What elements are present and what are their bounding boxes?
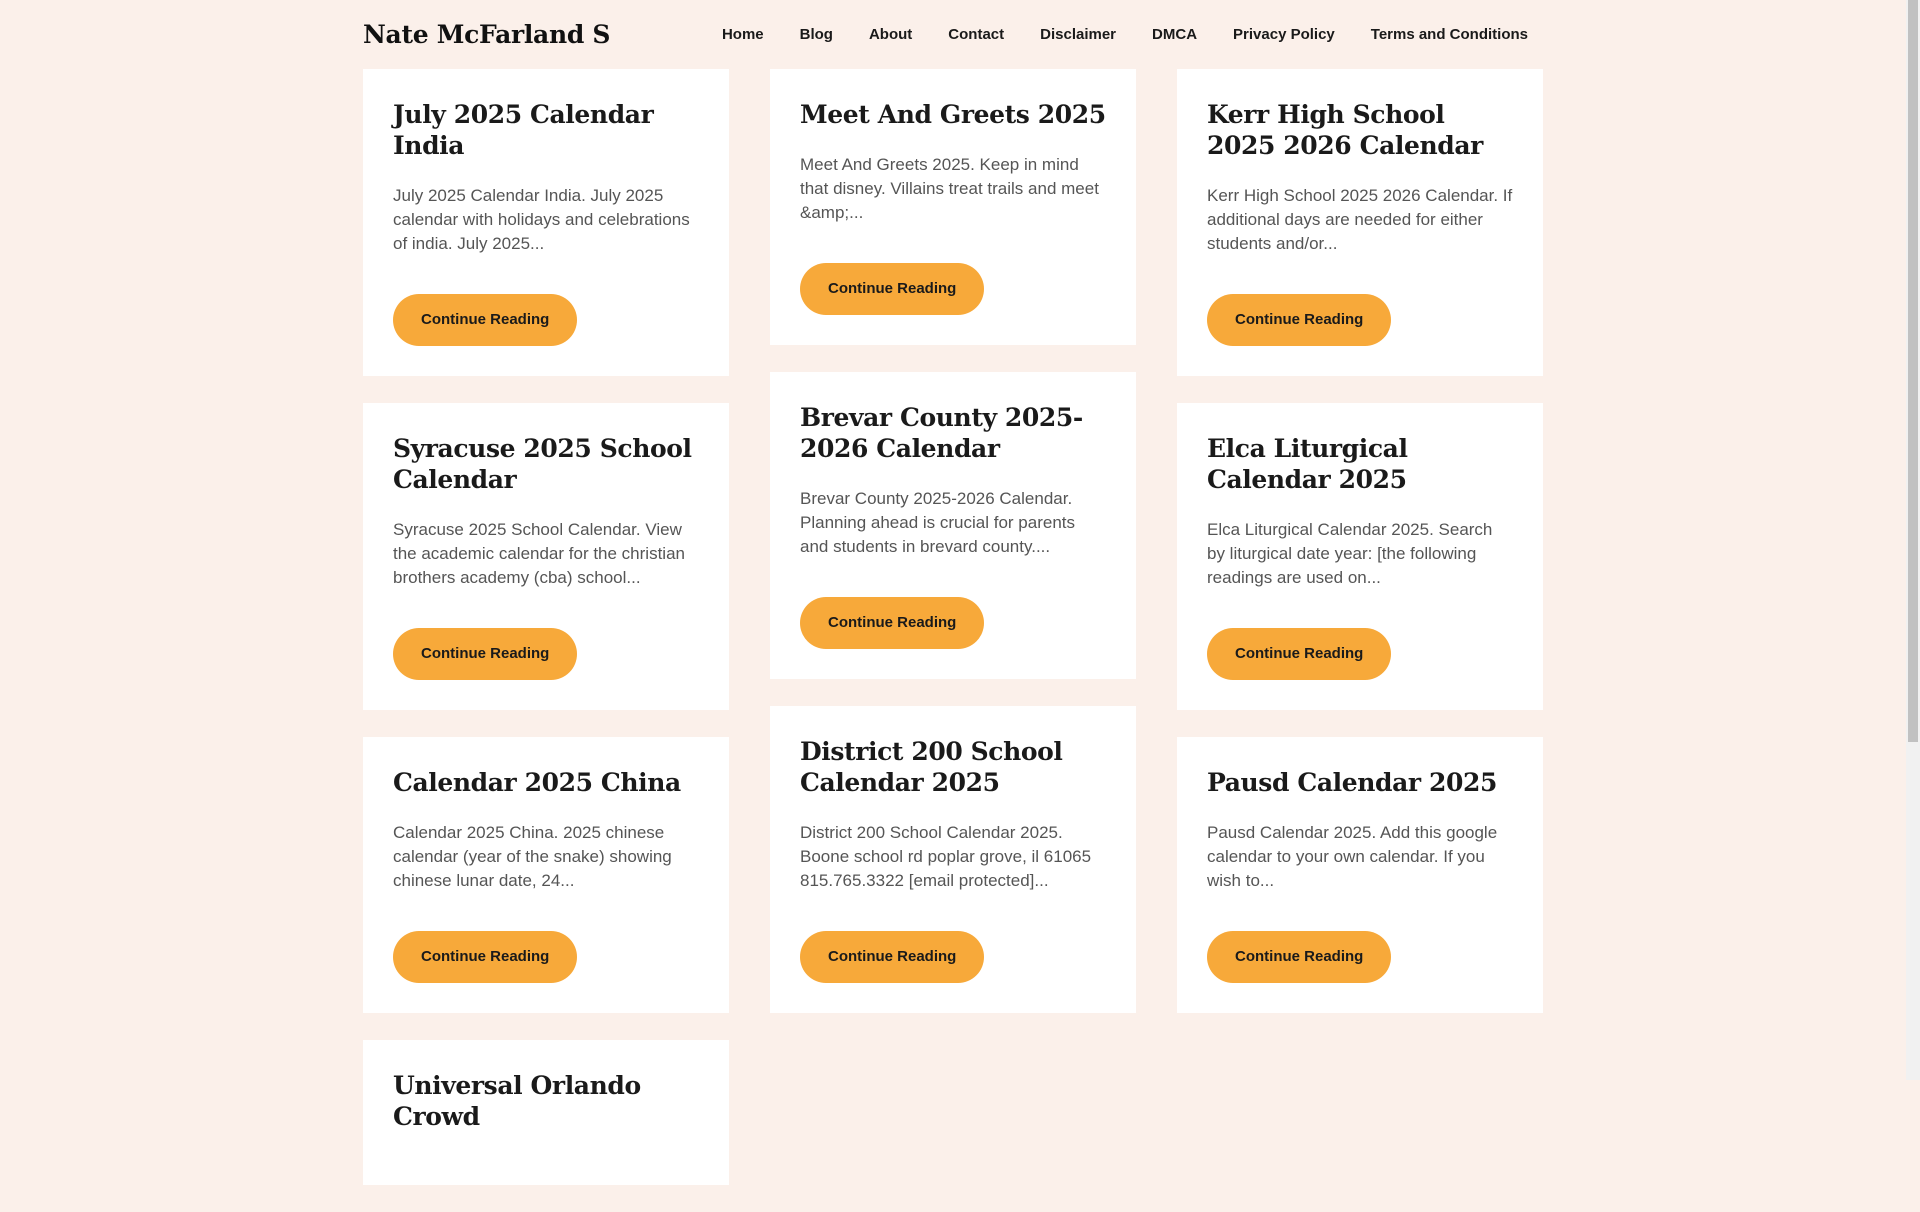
post-title[interactable]: July 2025 Calendar India — [393, 100, 654, 160]
continue-reading-button[interactable]: Continue Reading — [800, 931, 984, 983]
nav-item-dmca[interactable]: DMCA — [1152, 25, 1198, 43]
post-card — [1177, 403, 1543, 710]
nav-item-blog[interactable]: Blog — [799, 25, 833, 43]
post-excerpt: Elca Liturgical Calendar 2025. Search by liturgical date year: [the following readings are used on... — [1207, 520, 1493, 587]
page-scrollbar[interactable] — [1906, 0, 1920, 1080]
nav-item-terms[interactable]: Terms and Conditions — [1370, 25, 1528, 43]
post-title[interactable]: Meet And Greets 2025 — [800, 100, 1106, 129]
post-title[interactable]: Elca Liturgical Calendar 2025 — [1207, 434, 1408, 494]
continue-reading-button[interactable]: Continue Reading — [800, 597, 984, 649]
post-card — [1177, 737, 1543, 1013]
continue-reading-button[interactable]: Continue Reading — [1207, 294, 1391, 346]
post-column-2 — [770, 69, 1136, 1040]
nav-item-disclaimer[interactable]: Disclaimer — [1040, 25, 1117, 43]
continue-reading-button[interactable]: Continue Reading — [393, 628, 577, 680]
continue-reading-button[interactable]: Continue Reading — [1207, 628, 1391, 680]
post-title[interactable]: Syracuse 2025 School Calendar — [393, 434, 692, 494]
post-excerpt: District 200 School Calendar 2025. Boone school rd poplar grove, il 61065 815.765.3322 [email protected]... — [800, 823, 1092, 890]
post-excerpt: Brevar County 2025-2026 Calendar. Planning ahead is crucial for parents and students in brevard county.... — [800, 489, 1075, 556]
scrollbar-thumb[interactable] — [1908, 0, 1918, 742]
site-title[interactable]: Nate McFarland S — [363, 19, 611, 49]
post-card — [770, 372, 1136, 679]
post-card — [363, 69, 729, 376]
continue-reading-button[interactable]: Continue Reading — [1207, 931, 1391, 983]
post-card — [363, 403, 729, 710]
post-excerpt: Kerr High School 2025 2026 Calendar. If additional days are needed for either students and/or... — [1207, 186, 1513, 253]
nav-item-home[interactable]: Home — [721, 25, 764, 43]
main-nav — [704, 26, 1543, 43]
post-title[interactable]: Pausd Calendar 2025 — [1207, 768, 1497, 797]
post-title[interactable]: Calendar 2025 China — [393, 768, 681, 797]
post-title[interactable]: Brevar County 2025-2026 Calendar — [800, 403, 1083, 463]
post-title[interactable]: Kerr High School 2025 2026 Calendar — [1207, 100, 1483, 160]
post-excerpt: Pausd Calendar 2025. Add this google calendar to your own calendar. If you wish to... — [1207, 823, 1498, 890]
post-excerpt: Meet And Greets 2025. Keep in mind that disney. Villains treat trails and meet &amp;... — [800, 155, 1099, 222]
post-title[interactable]: Universal Orlando Crowd — [393, 1071, 641, 1131]
continue-reading-button[interactable]: Continue Reading — [393, 931, 577, 983]
post-column-1 — [363, 69, 729, 1212]
nav-item-about[interactable]: About — [868, 25, 913, 43]
post-column-3 — [1177, 69, 1543, 1040]
post-excerpt: July 2025 Calendar India. July 2025 calendar with holidays and celebrations of india. July 2025... — [393, 186, 690, 253]
continue-reading-button[interactable]: Continue Reading — [800, 263, 984, 315]
post-excerpt: Syracuse 2025 School Calendar. View the academic calendar for the christian brothers academy (cba) school... — [393, 520, 685, 587]
post-title[interactable]: District 200 School Calendar 2025 — [800, 737, 1063, 797]
continue-reading-button[interactable]: Continue Reading — [393, 294, 577, 346]
nav-item-contact[interactable]: Contact — [948, 25, 1005, 43]
site-header — [363, 0, 1543, 68]
post-card — [1177, 69, 1543, 376]
post-card — [770, 706, 1136, 1013]
post-card — [363, 737, 729, 1013]
nav-item-privacy-policy[interactable]: Privacy Policy — [1233, 25, 1335, 43]
post-card — [363, 1040, 729, 1185]
post-excerpt: Calendar 2025 China. 2025 chinese calendar (year of the snake) showing chinese lunar date, 24... — [393, 823, 672, 890]
post-card — [770, 69, 1136, 345]
